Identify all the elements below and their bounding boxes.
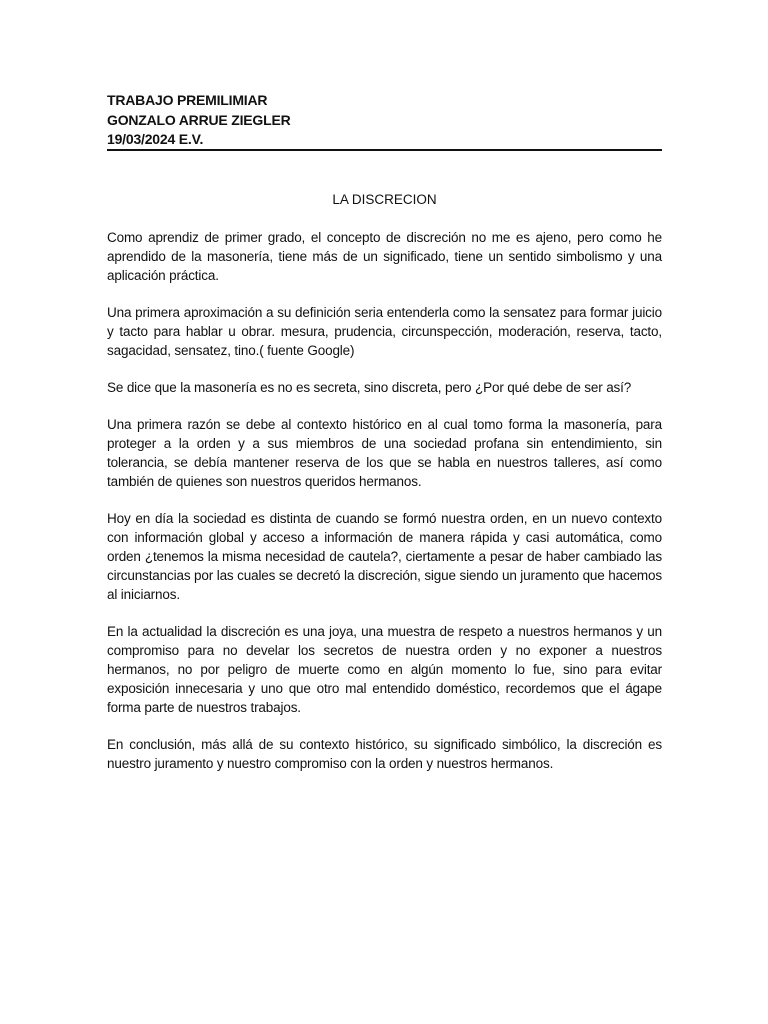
paragraph: Una primera razón se debe al contexto histórico en al cual tomo forma la masonería, para proteger a la orden y a sus miembros de una sociedad profana sin entendimiento, sin tolerancia, se debía mantener reserva de los que se habla en nuestros talleres, así como también de quienes son nuestros queridos hermanos. [107, 417, 662, 489]
paragraph: En la actualidad la discreción es una joya, una muestra de respeto a nuestros hermanos y un compromiso para no develar los secretos de nuestra orden y no exponer a nuestros hermanos, no por peligro de muerte como en algún momento lo fue, sino para evitar exposición innecesaria y uno que otro mal entendido doméstico, recordemos que el ágape forma parte de nuestros trabajos. [107, 624, 662, 715]
paragraph: En conclusión, más allá de su contexto histórico, su significado simbólico, la discreción es nuestro juramento y nuestro compromiso con la orden y nuestros hermanos. [107, 737, 662, 771]
paragraph: Hoy en día la sociedad es distinta de cuando se formó nuestra orden, en un nuevo contexto con información global y acceso a información de manera rápida y casi automática, como orden ¿tenemos la misma necesidad de cautela?, ciertamente a pesar de haber cambiado las circunstancias por las cuales se decretó la discreción, sigue siendo un juramento que hacemos al iniciarnos. [107, 511, 662, 602]
paragraph: Como aprendiz de primer grado, el concepto de discreción no me es ajeno, pero como he aprendido de la masonería, tiene más de un significado, tiene un sentido simbolismo y una aplicación práctica. [107, 230, 662, 283]
header-line-date: 19/03/2024 E.V. [107, 131, 204, 147]
document-title: LA DISCRECION [332, 192, 437, 207]
paragraph: Se dice que la masonería es no es secreta, sino discreta, pero ¿Por qué debe de ser así? [107, 380, 632, 395]
document-header [107, 91, 662, 150]
header-line-author: GONZALO ARRUE ZIEGLER [107, 111, 291, 128]
document-body [107, 228, 662, 791]
paragraph: Una primera aproximación a su definición seria entenderla como la sensatez para formar juicio y tacto para hablar u obrar. mesura, prudencia, circunspección, moderación, reserva, tacto, sagacidad, sensatez, tino.( fuente Google) [107, 305, 662, 358]
header-line-title: TRABAJO PREMILIMIAR [107, 92, 268, 108]
header-divider [107, 149, 662, 151]
